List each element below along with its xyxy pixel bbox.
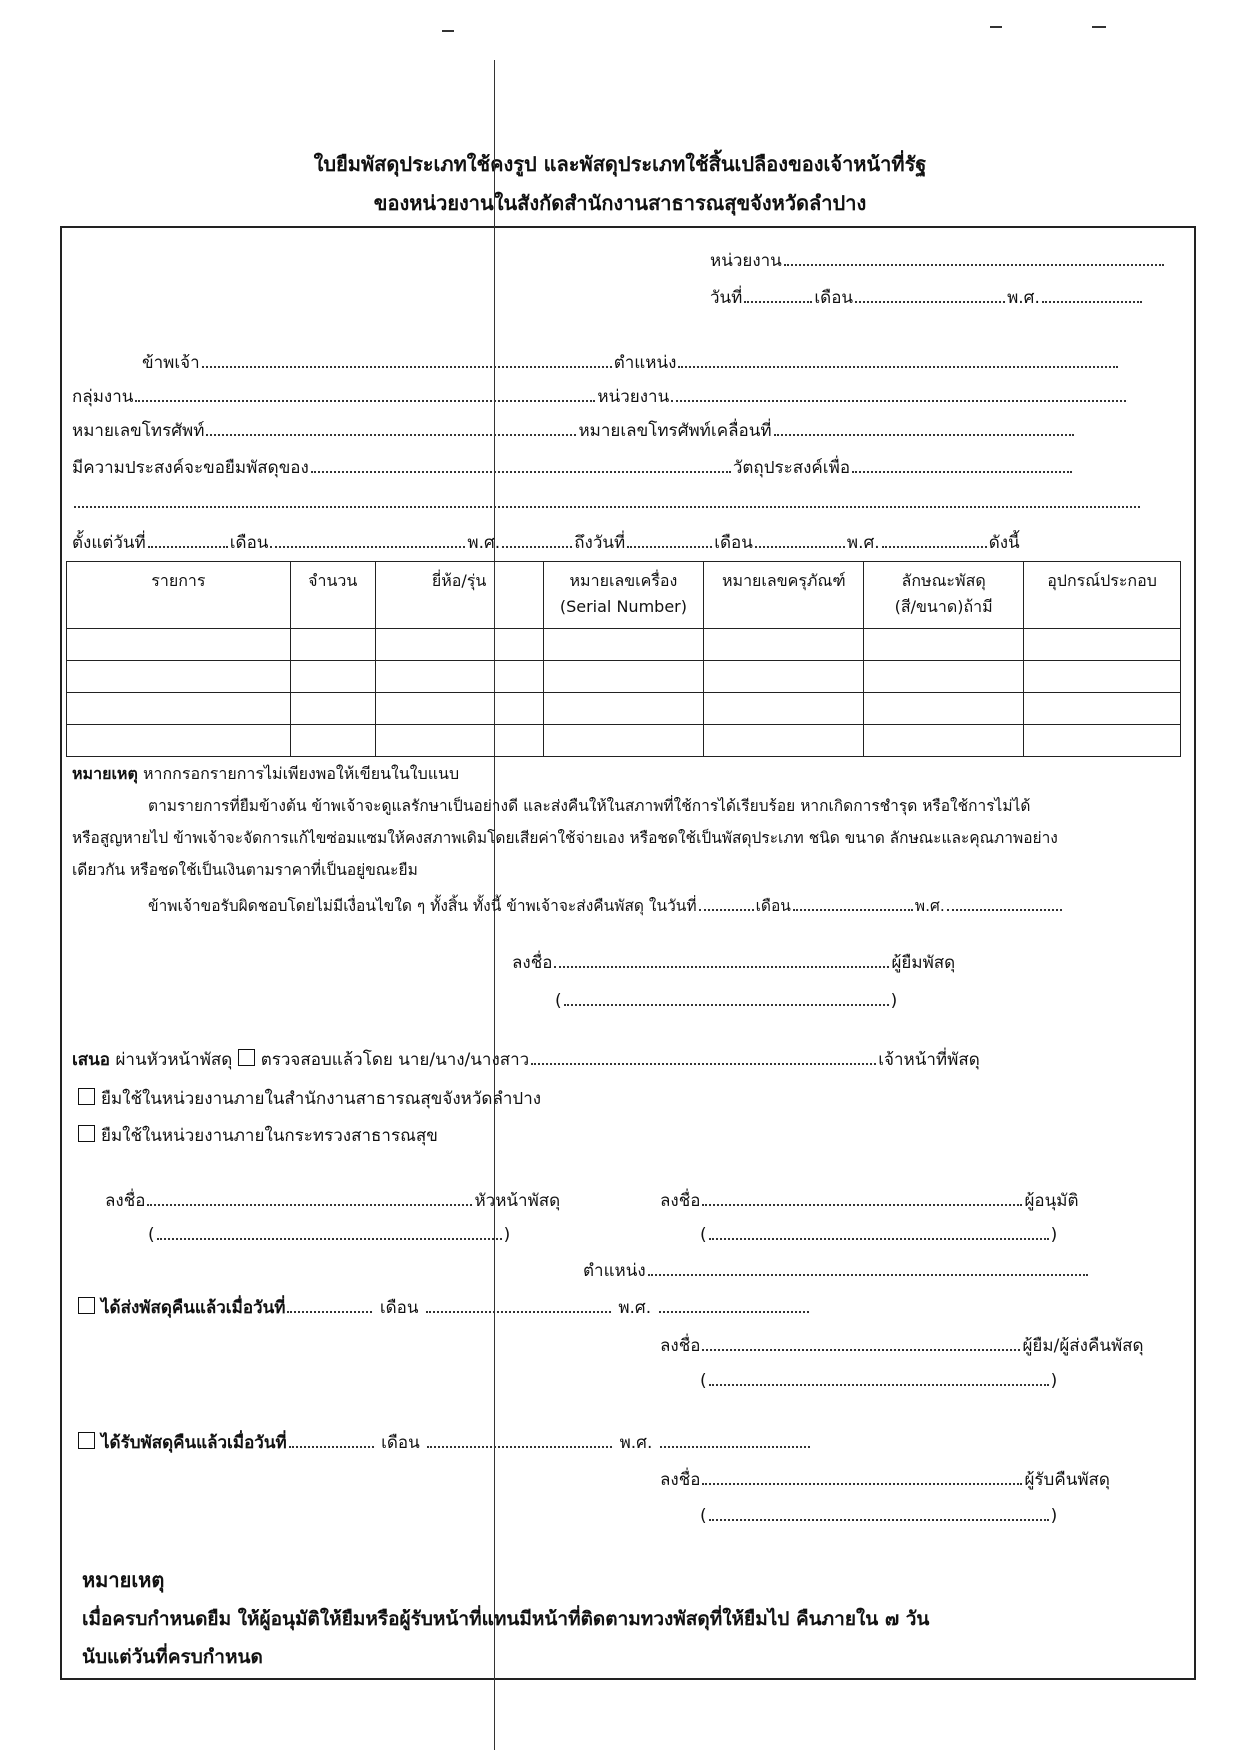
borrower-name-row: ( ): [555, 988, 897, 1012]
from-date-label: ตั้งแต่วันที่: [72, 533, 146, 553]
agency-label: หน่วยงาน: [710, 251, 782, 271]
propose-via: ผ่านหัวหน้าพัสดุ: [115, 1050, 233, 1070]
returned-day-field[interactable]: [287, 1295, 372, 1313]
from-day-field[interactable]: [148, 530, 228, 548]
to-year-field[interactable]: [882, 530, 987, 548]
officer-label: เจ้าหน้าที่พัสดุ: [878, 1050, 980, 1070]
date-year-label: พ.ศ.: [1007, 288, 1040, 308]
received-checkbox[interactable]: [78, 1432, 95, 1449]
table-header-row: [67, 562, 1181, 629]
receiver-signature-field[interactable]: [702, 1467, 1022, 1485]
purpose-continued-field[interactable]: [74, 490, 1140, 508]
approver-name-row: ( ): [700, 1222, 1057, 1246]
return-date-row: [148, 893, 1064, 917]
borrower-signature-field[interactable]: [554, 950, 889, 968]
return-year-label: พ.ศ.: [914, 897, 945, 915]
scan-mark: [990, 26, 1002, 28]
name-label: ข้าพเจ้า: [142, 353, 200, 373]
option1-label: ยืมใช้ในหน่วยงานภายในสำนักงานสาธารณสุขจังหวัดลำปาง: [101, 1089, 542, 1109]
position-field[interactable]: [678, 350, 1118, 368]
returner-name-field[interactable]: [709, 1368, 1049, 1386]
col-header-accessories: อุปกรณ์ประกอบ: [1024, 562, 1181, 629]
borrower-role-label: ผู้ยืมพัสดุ: [891, 953, 956, 973]
phone-row: [72, 418, 1076, 442]
intent-row: [72, 455, 1074, 479]
to-date-label: ถึงวันที่: [574, 533, 626, 553]
returned-year-field[interactable]: [659, 1295, 809, 1313]
terms-para2: หรือสูญหายไป ข้าพเจ้าจะจัดการแก้ไขซ่อมแซมให้คงสภาพเดิมโดยเสียค่าใช้จ่ายเอง หรือชดใช้เป็นพัสดุประเภท ชนิด ขนาด ลักษณะและคุณภาพอย่าง: [72, 829, 1058, 847]
received-year-field[interactable]: [660, 1430, 810, 1448]
returner-signature-row: ลงชื่อ ผู้ยืม/ผู้ส่งคืนพัสดุ: [660, 1333, 1144, 1357]
option2-checkbox[interactable]: [78, 1125, 95, 1142]
footer-note-line1: เมื่อครบกำหนดยืม ให้ผู้อนุมัติให้ยืมหรือผู้รับหน้าที่แทนมีหน้าที่ติดตามทวงพัสดุที่ให้ยืมไป คืนภายใน ๗ วัน: [82, 1608, 930, 1630]
option1-row: [78, 1088, 541, 1110]
name-field[interactable]: [202, 350, 612, 368]
to-year-label: พ.ศ.: [846, 533, 880, 553]
approver-position-row: ตำแหน่ง: [583, 1258, 1090, 1282]
table-row: [67, 661, 1181, 693]
table-row: [67, 725, 1181, 757]
checked-by-label: ตรวจสอบแล้วโดย นาย/นาง/นางสาว: [260, 1050, 530, 1070]
position-label: ตำแหน่ง: [613, 353, 677, 373]
note-text: หากกรอกรายการไม่เพียงพอให้เขียนในใบแนบ: [142, 764, 460, 783]
terms-para1: ตามรายการที่ยืมข้างต้น ข้าพเจ้าจะดูแลรักษาเป็นอย่างดี และส่งคืนให้ในสภาพที่ใช้การได้เรียบร้อย หากเกิดการชำรุด หรือใช้การไม่ได้: [148, 797, 1031, 815]
unit-field[interactable]: [671, 384, 1126, 402]
returned-label: ได้ส่งพัสดุคืนแล้วเมื่อวันที่: [101, 1298, 286, 1318]
group-row: [72, 384, 1128, 408]
return-year-field[interactable]: [947, 893, 1062, 911]
received-row: ได้รับพัสดุคืนแล้วเมื่อวันที่ เดือน พ.ศ.: [78, 1430, 812, 1454]
mobile-field[interactable]: [774, 418, 1074, 436]
agency-row: [710, 248, 1166, 272]
received-month-field[interactable]: [427, 1430, 612, 1448]
group-label: กลุ่มงาน: [72, 387, 134, 407]
name-row: [142, 350, 1120, 374]
agency-field[interactable]: [784, 248, 1164, 266]
returner-name-row: ( ): [700, 1368, 1057, 1392]
attachment-note: [72, 763, 459, 785]
as-follows-label: ดังนี้: [988, 533, 1020, 553]
footer-note-line2: นับแต่วันที่ครบกำหนด: [82, 1646, 263, 1668]
return-terms: ข้าพเจ้าขอรับผิดชอบโดยไม่มีเงื่อนไขใด ๆ ทั้งสิ้น ทั้งนี้ ข้าพเจ้าจะส่งคืนพัสดุ ในวันที่: [148, 897, 697, 915]
items-table: [66, 561, 1181, 757]
received-label: ได้รับพัสดุคืนแล้วเมื่อวันที่: [101, 1433, 287, 1453]
borrower-sign-label: ลงชื่อ: [512, 953, 553, 973]
approver-position-field[interactable]: [648, 1258, 1088, 1276]
intent-field[interactable]: [311, 455, 731, 473]
group-field[interactable]: [135, 384, 595, 402]
option1-checkbox[interactable]: [78, 1088, 95, 1105]
returned-row: ได้ส่งพัสดุคืนแล้วเมื่อวันที่ เดือน พ.ศ.: [78, 1295, 811, 1319]
to-month-label: เดือน: [714, 533, 753, 553]
returned-checkbox[interactable]: [78, 1297, 95, 1314]
note-label: หมายเหตุ: [72, 764, 138, 783]
from-year-field[interactable]: [502, 530, 572, 548]
approver-role-label: ผู้อนุมัติ: [1024, 1191, 1079, 1211]
phone-field[interactable]: [206, 418, 576, 436]
approver-signature-row: ลงชื่อ ผู้อนุมัติ: [660, 1188, 1079, 1212]
checked-checkbox[interactable]: [238, 1049, 255, 1066]
returned-month-field[interactable]: [426, 1295, 611, 1313]
receiver-signature-row: ลงชื่อ ผู้รับคืนพัสดุ: [660, 1467, 1110, 1491]
date-month-field[interactable]: [855, 285, 1005, 303]
received-day-field[interactable]: [289, 1430, 374, 1448]
return-day-field[interactable]: [699, 893, 754, 911]
table-row: [67, 693, 1181, 725]
col-header-brand: ยี่ห้อ/รุ่น: [375, 562, 543, 629]
col-header-item: รายการ: [67, 562, 291, 629]
col-header-description: ลักษณะพัสดุ (สี/ขนาด)ถ้ามี: [864, 562, 1024, 629]
scan-mark: [1092, 26, 1106, 28]
approver-name-field[interactable]: [709, 1222, 1049, 1240]
receiver-name-row: ( ): [700, 1503, 1057, 1527]
returner-signature-field[interactable]: [702, 1333, 1020, 1351]
intent-label: มีความประสงค์จะขอยืมพัสดุของ: [72, 458, 309, 478]
date-month-label: เดือน: [814, 288, 854, 308]
table-row: [67, 629, 1181, 661]
period-row: [72, 530, 1020, 554]
from-year-label: พ.ศ.: [467, 533, 501, 553]
form-title-line2: ของหน่วยงานในสังกัดสำนักงานสาธารณสุขจังหวัดลำปาง: [373, 191, 867, 215]
head-role-label: หัวหน้าพัสดุ: [474, 1191, 561, 1211]
col-header-serial: หมายเลขเครื่อง (Serial Number): [543, 562, 704, 629]
approver-signature-field[interactable]: [702, 1188, 1022, 1206]
form-title-line1: ใบยืมพัสดุประเภทใช้คงรูป และพัสดุประเภทใช้สิ้นเปลืองของเจ้าหน้าที่รัฐ: [313, 152, 927, 176]
to-day-field[interactable]: [627, 530, 712, 548]
borrower-name-field[interactable]: [564, 988, 889, 1006]
head-signature-field[interactable]: [147, 1188, 472, 1206]
purpose-label: วัตถุประสงค์เพื่อ: [732, 458, 851, 478]
date-label: วันที่: [710, 288, 743, 308]
receiver-role-label: ผู้รับคืนพัสดุ: [1024, 1470, 1110, 1490]
col-header-quantity: จำนวน: [290, 562, 375, 629]
date-day-field[interactable]: [744, 285, 812, 303]
propose-label: เสนอ: [72, 1050, 111, 1070]
return-month-label: เดือน: [755, 897, 791, 915]
borrower-signature-row: [512, 950, 955, 974]
mobile-label: หมายเลขโทรศัพท์เคลื่อนที่: [578, 421, 772, 441]
from-month-label: เดือน: [229, 533, 269, 553]
option2-label: ยืมใช้ในหน่วยงานภายในกระทรวงสาธารณสุข: [101, 1126, 438, 1146]
footer-note-label: หมายเหตุ: [82, 1568, 165, 1592]
option2-row: [78, 1125, 438, 1147]
from-month-field[interactable]: [270, 530, 465, 548]
to-month-field[interactable]: [755, 530, 845, 548]
head-signature-row: ลงชื่อ หัวหน้าพัสดุ: [105, 1188, 560, 1212]
purpose-continued-row: [72, 490, 1142, 514]
returner-role-label: ผู้ยืม/ผู้ส่งคืนพัสดุ: [1022, 1336, 1144, 1356]
col-header-asset-number: หมายเลขครุภัณฑ์: [704, 562, 864, 629]
head-name-row: ( ): [148, 1222, 510, 1246]
unit-label: หน่วยงาน: [597, 387, 670, 407]
scan-mark: [442, 30, 454, 32]
phone-label: หมายเลขโทรศัพท์: [72, 421, 205, 441]
head-name-field[interactable]: [157, 1222, 502, 1240]
return-month-field[interactable]: [793, 893, 913, 911]
purpose-field[interactable]: [852, 455, 1072, 473]
date-year-field[interactable]: [1042, 285, 1142, 303]
officer-name-field[interactable]: [531, 1047, 876, 1065]
receiver-name-field[interactable]: [709, 1503, 1049, 1521]
date-row: [710, 285, 1144, 309]
terms-para3: เดียวกัน หรือชดใช้เป็นเงินตามราคาที่เป็นอยู่ขณะยืม: [72, 861, 418, 879]
propose-row: [72, 1047, 980, 1071]
